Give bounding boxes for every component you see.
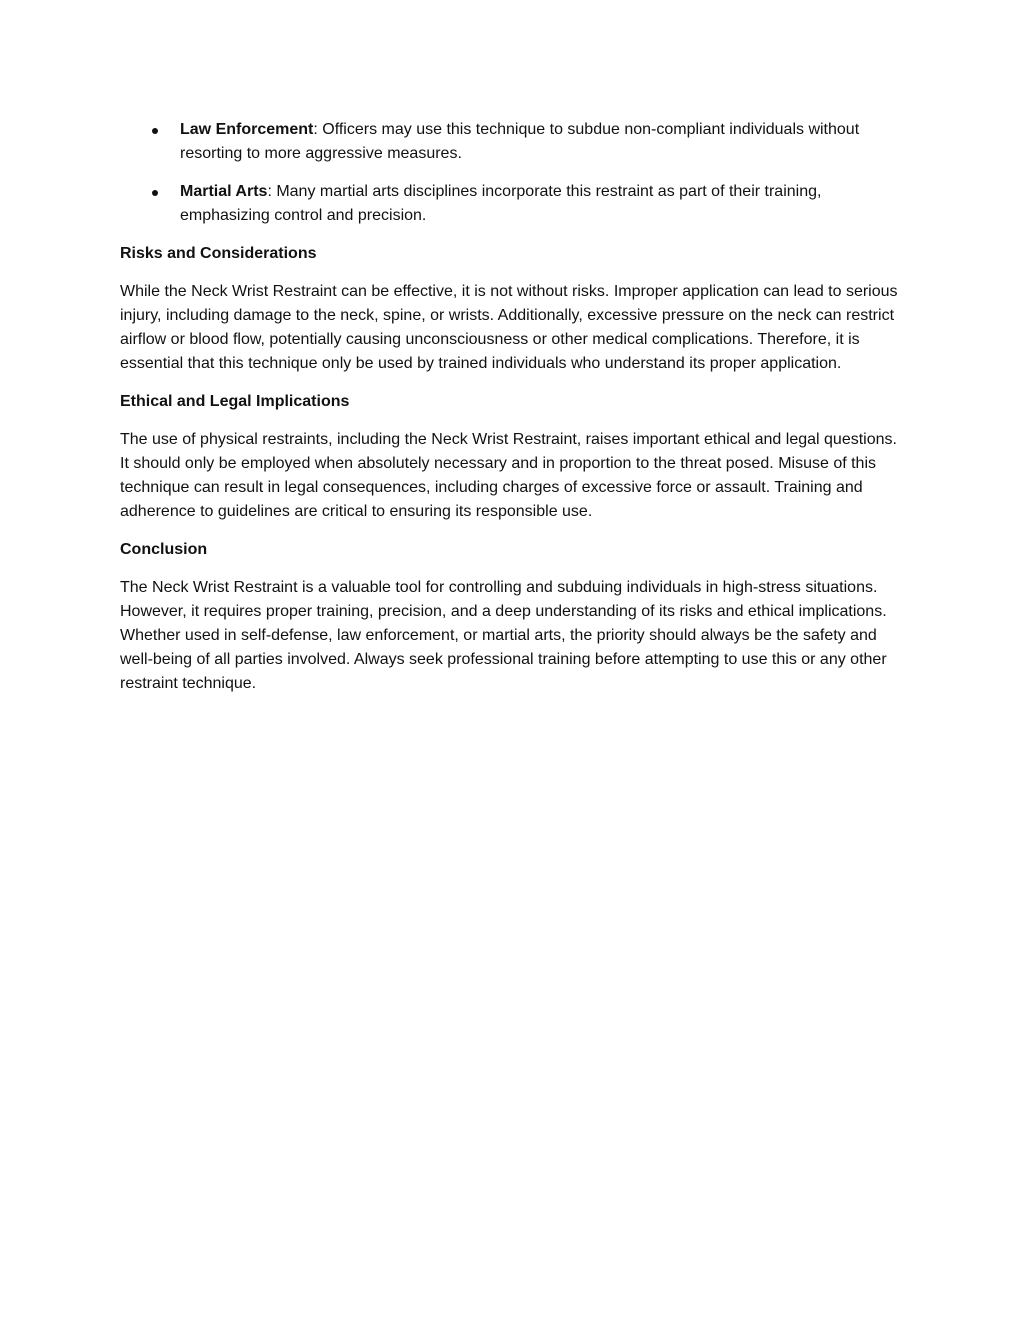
bullet-term: Martial Arts	[180, 183, 268, 200]
bullet-text: : Many martial arts disciplines incorporate this restraint as part of their training, emphasizing control and precision.	[180, 183, 822, 224]
bullet-icon	[152, 190, 158, 196]
list-item	[120, 118, 904, 166]
bullet-term: Law Enforcement	[180, 121, 314, 138]
paragraph-ethical-legal: The use of physical restraints, including the Neck Wrist Restraint, raises important ethical and legal questions. It should only be employed when absolutely necessary and in proportion to the threat posed. Misuse of this technique can result in legal consequences, including charges of excessive force or assault. Training and adherence to guidelines are critical to ensuring its responsible use.	[120, 431, 897, 520]
bullet-list	[120, 118, 904, 228]
list-item	[120, 180, 904, 228]
heading-ethical-legal: Ethical and Legal Implications	[120, 393, 350, 410]
paragraph-risks: While the Neck Wrist Restraint can be effective, it is not without risks. Improper application can lead to serious injury, including damage to the neck, spine, or wrists. Additionally, excessive pressure on the neck can restrict airflow or blood flow, potentially causing unconsciousness or other medical complications. Therefore, it is essential that this technique only be used by trained individuals who understand its proper application.	[120, 283, 898, 372]
document-page	[120, 118, 904, 710]
paragraph-conclusion: The Neck Wrist Restraint is a valuable tool for controlling and subduing individuals in high-stress situations. However, it requires proper training, precision, and a deep understanding of its risks and ethical implications. Whether used in self-defense, law enforcement, or martial arts, the priority should always be the safety and well-being of all parties involved. Always seek professional training before attempting to use this or any other restraint technique.	[120, 579, 887, 692]
bullet-icon	[152, 128, 158, 134]
heading-conclusion: Conclusion	[120, 541, 208, 558]
heading-risks: Risks and Considerations	[120, 245, 317, 262]
bullet-text: : Officers may use this technique to subdue non-compliant individuals without resorting to more aggressive measures.	[180, 121, 860, 162]
